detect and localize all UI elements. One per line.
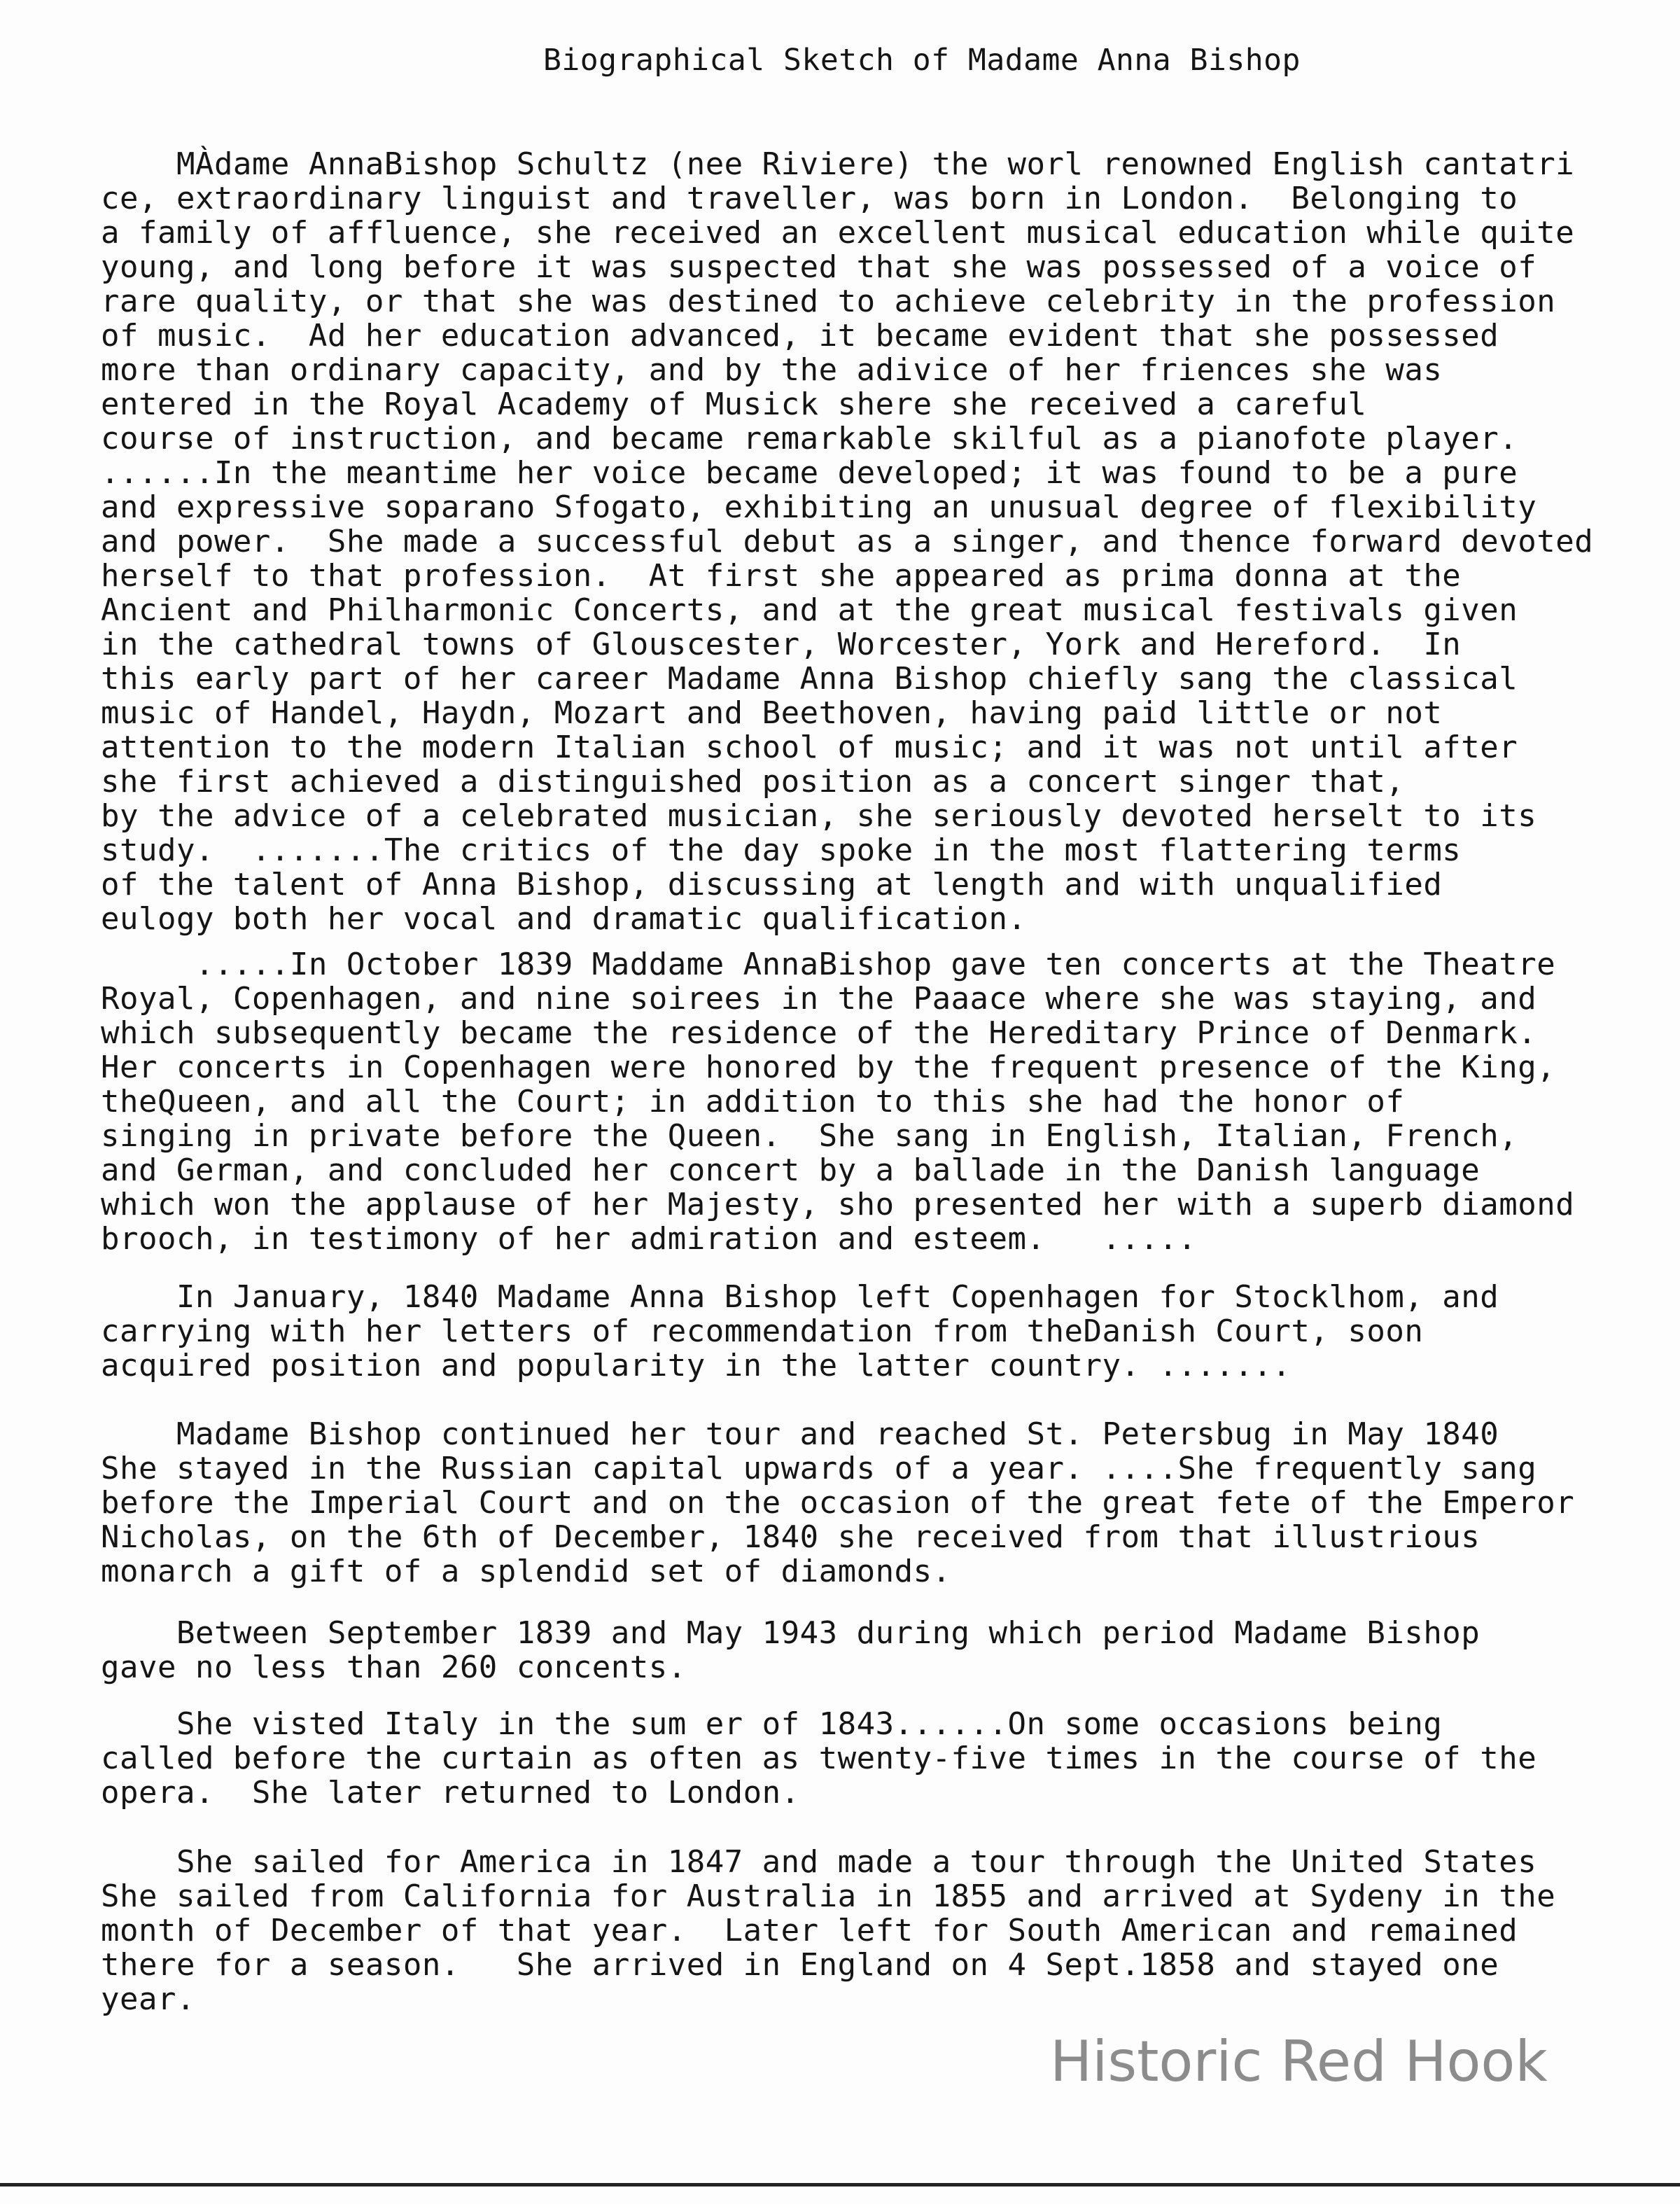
text-line: and expressive soparano Sfogato, exhibiting an unusual degree of flexibility [101,489,1537,525]
text-line: Madame Bishop continued her tour and reached St. Petersbug in May 1840 [101,1416,1499,1452]
text-line: Ancient and Philharmonic Concerts, and at the great musical festivals given [101,592,1518,628]
text-line: of music. Ad her education advanced, it became evident that she possessed [101,318,1499,354]
text-line: acquired position and popularity in the latter country. ....... [101,1348,1292,1383]
text-line: music of Handel, Haydn, Mozart and Beethoven, having paid little or not [101,695,1443,731]
text-line: gave no less than 260 concents. [101,1649,687,1685]
text-line: a family of affluence, she received an excellent musical education while quite [101,215,1575,251]
text-line: which subsequently became the residence of the Hereditary Prince of Denmark. [101,1015,1537,1051]
paragraph-concert-count [101,1616,1676,1685]
text-line: MÀdame AnnaBishop Schultz (nee Riviere) the worl renowned English cantatri [101,146,1575,182]
text-line: year. [101,1981,195,2017]
watermark-historic-red-hook: Historic Red Hook [1050,2029,1548,2094]
text-line: brooch, in testimony of her admiration and esteem. ..... [101,1221,1197,1257]
text-line: by the advice of a celebrated musician, she seriously devoted herselt to its [101,798,1537,834]
bottom-edge-line [0,2183,1680,2186]
text-line: she first achieved a distinguished position as a concert singer that, [101,764,1405,800]
document-title: Biographical Sketch of Madame Anna Bishop [543,43,1301,78]
text-line: called before the curtain as often as twenty-five times in the course of the [101,1741,1537,1776]
paragraph-copenhagen [101,947,1676,1256]
paragraph-italy [101,1707,1676,1810]
text-line: ......In the meantime her voice became developed; it was found to be a pure [101,455,1518,491]
text-line: and power. She made a successful debut as a singer, and thence forward devoted [101,524,1594,559]
text-line: which won the applause of her Majesty, sho presented her with a superb diamond [101,1187,1575,1222]
text-line: .....In October 1839 Maddame AnnaBishop gave ten concerts at the Theatre [101,947,1556,982]
text-line: ce, extraordinary linguist and traveller, was born in London. Belonging to [101,181,1518,216]
text-line: more than ordinary capacity, and by the adivice of her friences she was [101,352,1443,388]
text-line: and German, and concluded her concert by a ballade in the Danish language [101,1152,1480,1188]
text-line: there for a season. She arrived in England on 4 Sept.1858 and stayed one [101,1947,1499,1983]
paragraph-america [101,1845,1676,2016]
text-line: opera. She later returned to London. [101,1775,800,1811]
paragraph-early-life [101,147,1676,936]
text-line: singing in private before the Queen. She sang in English, Italian, French, [101,1118,1518,1154]
text-line: attention to the modern Italian school of music; and it was not until after [101,730,1518,765]
text-line: She visted Italy in the sum er of 1843......On some occasions being [101,1706,1443,1742]
text-line: Nicholas, on the 6th of December, 1840 she received from that illustrious [101,1519,1480,1555]
text-line: Her concerts in Copenhagen were honored by the frequent presence of the King, [101,1049,1556,1085]
text-line: in the cathedral towns of Glouscester, Worcester, York and Hereford. In [101,627,1462,662]
text-line: study. .......The critics of the day spoke in the most flattering terms [101,832,1462,868]
paragraph-stockholm [101,1280,1676,1383]
text-line: entered in the Royal Academy of Musick shere she received a careful [101,386,1367,422]
text-line: before the Imperial Court and on the occasion of the great fete of the Emperor [101,1485,1575,1521]
text-line: Royal, Copenhagen, and nine soirees in the Paaace where she was staying, and [101,981,1537,1017]
text-line: She stayed in the Russian capital upwards of a year. ....She frequently sang [101,1451,1537,1486]
text-line: eulogy both her vocal and dramatic qualification. [101,901,1027,937]
text-line: herself to that profession. At first she appeared as prima donna at the [101,558,1462,594]
text-line: rare quality, or that she was destined to achieve celebrity in the profession [101,284,1556,319]
text-line: She sailed for America in 1847 and made a tour through the United States [101,1844,1537,1880]
text-line: month of December of that year. Later left for South American and remained [101,1913,1518,1948]
text-line: theQueen, and all the Court; in addition to this she had the honor of [101,1084,1405,1120]
text-line: young, and long before it was suspected that she was possessed of a voice of [101,249,1537,285]
text-line: monarch a gift of a splendid set of diamonds. [101,1554,951,1589]
text-line: this early part of her career Madame Anna Bishop chiefly sang the classical [101,661,1518,697]
text-line: She sailed from California for Australia in 1855 and arrived at Sydeny in the [101,1878,1556,1914]
text-line: Between September 1839 and May 1943 during which period Madame Bishop [101,1615,1480,1651]
text-line: course of instruction, and became remarkable skilful as a pianofote player. [101,421,1518,456]
paragraph-st-petersburg [101,1417,1676,1589]
text-line: of the talent of Anna Bishop, discussing at length and with unqualified [101,867,1443,902]
text-line: carrying with her letters of recommendation from theDanish Court, soon [101,1313,1424,1349]
text-line: In January, 1840 Madame Anna Bishop left Copenhagen for Stocklhom, and [101,1279,1499,1315]
